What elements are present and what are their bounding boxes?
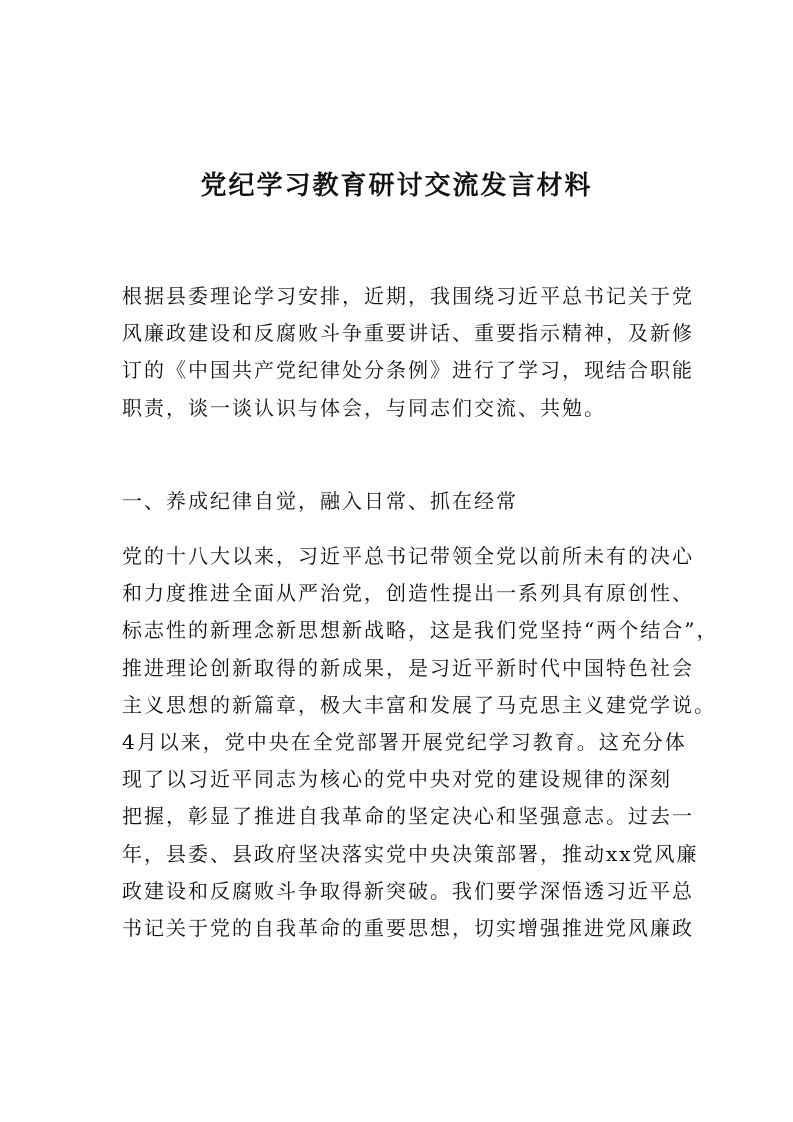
paragraph-line: 书记关于党的自我革命的重要思想，切实增强推进党风廉政 (122, 915, 694, 940)
paragraph-line: 标志性的新理念新思想新战略，这是我们党坚持“两个结合”， (122, 618, 719, 643)
document-title: 党纪学习教育研讨交流发言材料 (200, 171, 593, 201)
paragraph-line: 和力度推进全面从严治党，创造性提出一系列具有原创性、 (122, 581, 694, 606)
intro-line: 根据县委理论学习安排，近期，我围绕习近平总书记关于党 (122, 284, 694, 308)
paragraph-line: 现了以习近平同志为核心的党中央对党的建设规律的深刻 (122, 767, 672, 792)
paragraph-line: 4月以来，党中央在全党部署开展党纪学习教育。这充分体 (122, 729, 687, 754)
paragraph-line: 主义思想的新篇章，极大丰富和发展了马克思主义建党学说。 (122, 692, 716, 717)
paragraph-line: 政建设和反腐败斗争取得新突破。我们要学深悟透习近平总 (122, 878, 694, 903)
intro-line: 职责，谈一谈认识与体会，与同志们交流、共勉。 (122, 395, 606, 420)
section-heading (122, 483, 688, 520)
paragraph-line: 党的十八大以来，习近平总书记带领全党以前所未有的决心 (122, 544, 694, 568)
intro-line: 订的《中国共产党纪律处分条例》进行了学习，现结合职能 (122, 358, 694, 383)
intro-paragraph (122, 278, 694, 427)
paragraph-line: 推进理论创新取得的新成果，是习近平新时代中国特色社会 (122, 655, 694, 680)
intro-line: 风廉政建设和反腐败斗争重要讲话、重要指示精神，及新修 (122, 321, 694, 346)
section-heading-text: 一、养成纪律自觉，融入日常、抓在经常 (122, 489, 518, 513)
body-paragraph (122, 538, 719, 947)
paragraph-line: 年，县委、县政府坚决落实党中央决策部署，推动xx党风廉 (122, 841, 699, 866)
paragraph-line: 把握，彰显了推进自我革命的坚定决心和坚强意志。过去一 (122, 804, 694, 829)
